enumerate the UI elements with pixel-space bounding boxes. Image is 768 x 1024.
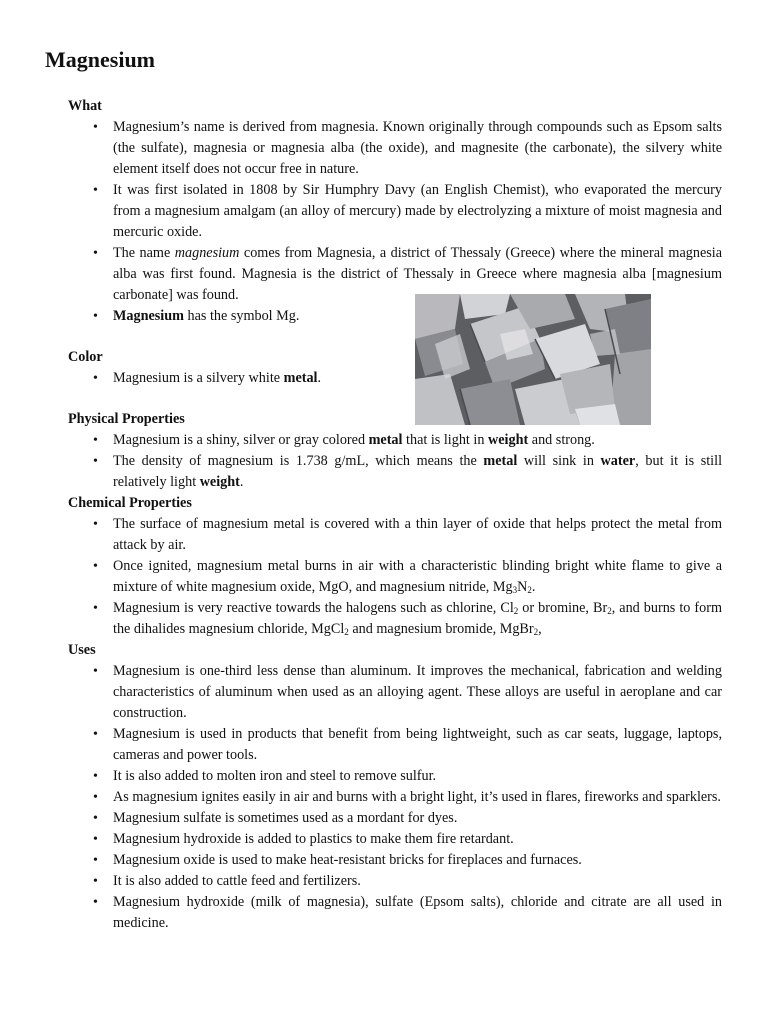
text: comes from Magnesia, a district of Thessaly (Greece) where the mineral magnesia alba was first found. Magnesia is the district of Thessaly in Greece where magnesia alba [magnesium carbonate] was found. (113, 245, 723, 303)
text: Magnesium is a shiny, silver or gray colored (113, 432, 369, 448)
bold-text: weight (488, 432, 529, 448)
list-item: • It was first isolated in 1808 by Sir Humphry Davy (an English Chemist), who evaporated the mercury from a magnesium amalgam (an alloy of mercury) made by electrolyzing a mixture of moist magnesia and mercuric oxide. (113, 180, 722, 243)
bold-text: weight (199, 474, 240, 490)
list-item (113, 243, 722, 306)
text: and magnesium bromide, MgBr (348, 621, 534, 637)
subscript: 2 (527, 585, 532, 595)
text: will sink in (517, 453, 601, 469)
list-item (113, 598, 722, 640)
text: , but it is still relatively light (113, 453, 723, 490)
section-heading-physical: Physical Properties (68, 411, 185, 427)
subscript: 2 (513, 606, 519, 616)
list-item (113, 306, 722, 327)
subscript: 2 (607, 606, 612, 616)
spacer (68, 389, 722, 409)
list-item: • Magnesium is one-third less dense than aluminum. It improves the mechanical, fabrication and welding characteristics of aluminum when used as an alloying agent. These alloys are useful in aeroplane and car construction. (113, 661, 722, 724)
list-item: • It is also added to molten iron and steel to remove sulfur. (113, 766, 722, 787)
emphasis-text: magnesium (174, 245, 240, 261)
text: and strong. (528, 432, 595, 448)
section-heading-color: Color (68, 349, 103, 365)
list-item: • As magnesium ignites easily in air and burns with a bright light, it’s used in flares, fireworks and sparklers. (113, 787, 722, 808)
list-item: • Magnesium hydroxide (milk of magnesia), sulfate (Epsom salts), chloride and citrate are all used in medicine. (113, 892, 722, 934)
what-list (68, 117, 722, 327)
section-heading-what: What (68, 98, 102, 114)
list-item (113, 430, 722, 451)
text: . (317, 370, 322, 386)
page-title: Magnesium (45, 47, 155, 72)
list-item: • Magnesium’s name is derived from magnesia. Known originally through compounds such as Epsom salts (the sulfate), magnesia or magnesia alba (the oxide), and magnesite (the carbonate), the silvery white element itself does not occur free in nature. (113, 117, 722, 180)
text: that is light in (402, 432, 489, 448)
list-item (113, 556, 722, 598)
bold-text: metal (483, 453, 518, 469)
text: , and burns to form the dihalides magnesium chloride, MgCl (113, 600, 722, 637)
text: The name (113, 245, 175, 261)
spacer (68, 327, 722, 347)
list-item: • Magnesium oxide is used to make heat-resistant bricks for fireplaces and furnaces. (113, 850, 722, 871)
list-item: • The surface of magnesium metal is covered with a thin layer of oxide that helps protect the metal from attack by air. (113, 514, 722, 556)
text: has the symbol Mg. (183, 308, 300, 324)
bold-text: water (600, 453, 636, 469)
list-item (113, 368, 722, 389)
chemical-list (68, 514, 722, 640)
physical-list (68, 430, 722, 493)
color-list (68, 368, 722, 389)
list-item: • It is also added to cattle feed and fertilizers. (113, 871, 722, 892)
text: The density of magnesium is 1.738 g/mL, which means the (113, 453, 484, 469)
section-heading-chemical: Chemical Properties (68, 495, 192, 511)
text: , (538, 621, 542, 637)
text: or bromine, Br (518, 600, 608, 616)
text: Once ignited, magnesium metal burns in air with a characteristic blinding bright white flame to give a mixture of white magnesium oxide, MgO, and magnesium nitride, Mg (113, 558, 722, 595)
bold-text: Magnesium (113, 308, 184, 324)
text: Magnesium is very reactive towards the halogens such as chlorine, Cl (113, 600, 514, 616)
list-item: • Magnesium is used in products that benefit from being lightweight, such as car seats, luggage, laptops, cameras and power tools. (113, 724, 722, 766)
bold-text: metal (368, 432, 403, 448)
uses-list (68, 661, 722, 934)
section-heading-uses: Uses (68, 642, 96, 658)
text: Magnesium is a silvery white (113, 370, 284, 386)
document-body (68, 96, 722, 934)
subscript: 3 (512, 585, 518, 595)
subscript: 2 (533, 627, 539, 637)
text: N (517, 579, 528, 595)
bold-text: metal (283, 370, 318, 386)
text: . (531, 579, 536, 595)
list-item: • Magnesium sulfate is sometimes used as a mordant for dyes. (113, 808, 722, 829)
text: . (239, 474, 244, 490)
list-item: • Magnesium hydroxide is added to plastics to make them fire retardant. (113, 829, 722, 850)
list-item (113, 451, 722, 493)
subscript: 2 (344, 627, 349, 637)
